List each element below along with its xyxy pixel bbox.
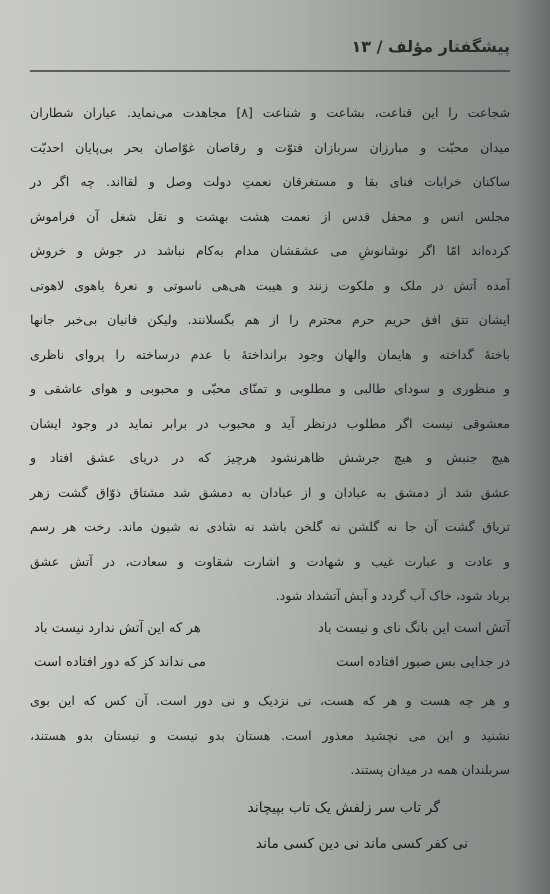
- text-line: نشنید و این می نچشید معذور است. هستان بدو نیست و نیستان بدو هستند،: [30, 727, 510, 743]
- text-line: ایشان تتق افق حریم حرم محترم را از هم بگسلانند. ولیکن فانیان بی‌خبر جانها: [30, 312, 510, 327]
- hemistich-second: می نداند کز که دور افتاده است: [34, 655, 206, 670]
- text-line: آمده آتش در ملک و ملکوت زنند و هیبت هی‌هی ناسوتی و نعرهٔ یاهوی لاهوتی: [30, 277, 510, 293]
- hemistich-second: هر که این آتش ندارد نیست باد: [34, 621, 201, 636]
- couplet: [30, 646, 510, 680]
- text-line: کرده‌اند امّا اگر نوشانوشِ می عشقشان مدام به‌کام نباشد در جوش و خروش: [30, 243, 510, 258]
- page-header: [30, 37, 510, 77]
- running-title: پیشگفتار مؤلف / ۱۳: [351, 37, 510, 56]
- closing-line: گر تاب سر زلفش یک تاب بپیچاند: [247, 800, 440, 816]
- verse-couplets: [30, 612, 510, 680]
- text-line: سربلندان همه در میدان پستند.: [350, 762, 510, 777]
- closing-verse: [60, 790, 480, 862]
- text-line: ساکنان خرابات فنای بقا و مستغرقان نعمتِ دولت وصل و لقااند. چه اگر در: [30, 174, 510, 189]
- page-shadow: [516, 0, 550, 894]
- text-line: و عادت و عبارت غیب و شهادت و اشارت شقاوت و سعادت، در آتش عشق: [30, 553, 510, 569]
- header-rule: [30, 70, 510, 72]
- text-line: و منظوری و سودای طالبی و مطلوبی و تمنّای محبّی و محبوبی و هوای عاشقی و: [30, 381, 510, 396]
- text-line: شجاعت را این قناعت، بشاعت و شناعت [۸] مجاهدت می‌نماید. عیاران شطاران: [30, 105, 510, 120]
- text-line: میدان محبّت و مبارزان سربازان فتوّت و رقاصان غوّاصان بحر بی‌پایان احدیّت: [30, 139, 510, 155]
- main-paragraph: [30, 96, 510, 614]
- text-line: تریاق گشت آن جا نه گلشن نه گلخن باشد نه شادی نه شیون ماند. رخت هر رسم: [30, 519, 510, 534]
- text-line: معشوقی نیست اگر مطلوب درنظر آید و محبوب در برابر نماید در وجود ایشان: [30, 415, 510, 431]
- hemistich-first: آتش است این بانگ نای و نیست باد: [318, 621, 510, 636]
- text-line: باختهٔ گداخته و هایمان والهان وجود برانداختهٔ با عدم درساخته را پروای ناظری: [30, 346, 510, 362]
- closing-line: نی کفر کسی ماند نی دین کسی ماند: [255, 836, 468, 852]
- text-line: مجلس انس و محفل قدس از نعمت هشت بهشت و نقل شغل آن فراموش: [30, 208, 510, 224]
- couplet: [30, 612, 510, 646]
- text-line: عشق شد از دمشق به عبادان و از عبادان به دمشق شد مشتاق ذوّاق گشت زهر: [30, 484, 510, 500]
- text-line: هیچ جنبش و هیچ جرشش ظاهرنشود هرچیز که در دریای عشق افتاد و: [30, 450, 510, 465]
- text-line: برباد شود، خاک آب گردد و آبش آتشداد شود.: [275, 588, 510, 603]
- text-line: و هر چه هست و هر که هست، نی نزدیک و نی دور است. آن کس که این بوی: [30, 693, 510, 708]
- second-paragraph: [30, 684, 510, 788]
- hemistich-first: در جدایی بس صبور افتاده است: [336, 655, 510, 670]
